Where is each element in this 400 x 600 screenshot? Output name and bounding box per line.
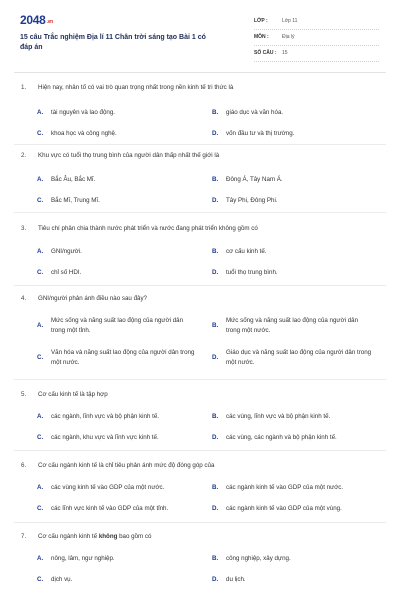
- site-logo[interactable]: [20, 13, 53, 28]
- question-number: 1.: [21, 84, 27, 91]
- option-d[interactable]: [212, 505, 377, 513]
- question-text: [21, 462, 381, 470]
- option-d[interactable]: [212, 348, 372, 368]
- option-text: vốn đầu tư và thị trường.: [226, 130, 295, 137]
- option-letter: B.: [212, 322, 219, 330]
- option-c[interactable]: [37, 576, 202, 584]
- option-letter: C.: [37, 576, 44, 583]
- option-text: GNI/người.: [51, 248, 82, 255]
- option-letter: D.: [212, 505, 219, 512]
- question-stem: Cơ cấu kinh tế là tập hợp: [38, 391, 108, 398]
- option-text: giáo dục và văn hóa.: [226, 109, 284, 116]
- option-letter: B.: [212, 484, 219, 491]
- question-text: [21, 225, 381, 233]
- meta-info: [254, 14, 379, 62]
- option-text: Bắc Mĩ, Trung Mĩ.: [51, 197, 100, 204]
- option-letter: C.: [37, 434, 44, 441]
- question-stem: Khu vực có tuổi thọ trung bình của người dân thấp nhất thế giới là: [38, 152, 220, 159]
- option-letter: C.: [37, 197, 44, 204]
- option-c[interactable]: [37, 197, 202, 205]
- logo-text: 2048: [20, 13, 46, 27]
- question-number: 2.: [21, 152, 27, 159]
- question-text: [21, 295, 381, 303]
- option-c[interactable]: [37, 130, 202, 138]
- option-text: Mức sống và năng suất lao động của người dân trong một nước.: [226, 317, 359, 334]
- question-divider: [14, 285, 386, 286]
- question-stem: [38, 533, 151, 540]
- option-letter: A.: [37, 413, 44, 420]
- document-title: 15 câu Trắc nghiệm Địa lí 11 Chân trời sáng tạo Bài 1 có đáp án: [20, 34, 206, 51]
- option-d[interactable]: [212, 434, 377, 442]
- question-stem: GNI/người phản ánh điều nào sau đây?: [38, 295, 147, 302]
- option-letter: D.: [212, 197, 219, 204]
- question-number: 7.: [21, 533, 27, 540]
- option-letter: C.: [37, 130, 44, 137]
- meta-label: LỚP :: [254, 18, 268, 25]
- option-letter: A.: [37, 109, 44, 116]
- option-letter: C.: [37, 354, 44, 362]
- meta-value: Địa lý: [282, 34, 295, 41]
- option-text: các ngành, khu vực và lĩnh vực kinh tế.: [51, 434, 159, 441]
- option-text: du lịch.: [226, 576, 246, 583]
- option-b[interactable]: [212, 316, 372, 336]
- option-b[interactable]: [212, 176, 377, 184]
- option-letter: A.: [37, 248, 44, 255]
- question-stem-emphasis: không: [98, 533, 118, 540]
- option-letter: B.: [212, 176, 219, 183]
- option-text: nông, lâm, ngư nghiệp.: [51, 555, 115, 562]
- option-b[interactable]: [212, 109, 377, 117]
- option-d[interactable]: [212, 269, 377, 277]
- option-letter: A.: [37, 176, 44, 183]
- meta-row-subject: [254, 30, 379, 46]
- option-text: Bắc Âu, Bắc Mĩ.: [51, 176, 96, 183]
- option-letter: D.: [212, 354, 219, 362]
- option-a[interactable]: [37, 484, 202, 492]
- option-letter: C.: [37, 269, 44, 276]
- option-text: tài nguyên và lao động.: [51, 109, 115, 116]
- page-header: [0, 0, 400, 68]
- option-text: các ngành, lĩnh vực và bộ phận kinh tế.: [51, 413, 160, 420]
- option-text: công nghiệp, xây dựng.: [226, 555, 291, 562]
- option-c[interactable]: [37, 505, 202, 513]
- option-text: các ngành kinh tế vào GDP của một nước.: [226, 484, 344, 491]
- meta-value: 15: [282, 50, 288, 57]
- option-b[interactable]: [212, 555, 377, 563]
- option-b[interactable]: [212, 413, 377, 421]
- question-stem-part: bao gồm có: [117, 533, 152, 540]
- option-letter: B.: [212, 248, 219, 255]
- option-text: tuổi thọ trung bình.: [226, 269, 278, 276]
- option-text: Tây Phi, Đông Phi.: [226, 197, 278, 204]
- question-number: 6.: [21, 462, 27, 469]
- option-text: chỉ số HDI.: [51, 269, 82, 276]
- option-d[interactable]: [212, 576, 377, 584]
- option-text: các vùng, lĩnh vực và bộ phận kinh tế.: [226, 413, 331, 420]
- option-a[interactable]: [37, 316, 197, 336]
- option-text: các lĩnh vực kinh tế vào GDP của một tỉnh.: [51, 505, 169, 512]
- question-number: 4.: [21, 295, 27, 302]
- question-text: [21, 533, 381, 541]
- option-text: khoa học và công nghệ.: [51, 130, 117, 137]
- meta-row-grade: [254, 14, 379, 30]
- meta-label: SỐ CÂU :: [254, 50, 277, 57]
- option-letter: B.: [212, 109, 219, 116]
- option-a[interactable]: [37, 248, 202, 256]
- option-b[interactable]: [212, 484, 377, 492]
- option-letter: A.: [37, 484, 44, 491]
- option-a[interactable]: [37, 176, 202, 184]
- question-stem: Hiện nay, nhân tố có vai trò quan trọng nhất trong nền kinh tế tri thức là: [38, 84, 234, 91]
- option-c[interactable]: [37, 269, 202, 277]
- option-text: Đông Á, Tây Nam Á.: [226, 176, 283, 183]
- option-d[interactable]: [212, 130, 377, 138]
- option-letter: D.: [212, 434, 219, 441]
- question-divider: [14, 379, 386, 380]
- question-text: [21, 152, 381, 160]
- option-a[interactable]: [37, 555, 202, 563]
- question-number: 5.: [21, 391, 27, 398]
- option-c[interactable]: [37, 348, 197, 368]
- question-text: [21, 84, 381, 92]
- logo-suffix: .vn: [46, 19, 53, 25]
- option-letter: B.: [212, 413, 219, 420]
- meta-value: Lớp 11: [282, 18, 298, 25]
- question-divider: [14, 144, 386, 145]
- meta-label: MÔN :: [254, 34, 269, 41]
- option-text: Mức sống và năng suất lao động của người dân trong một tỉnh.: [51, 317, 184, 334]
- option-d[interactable]: [212, 197, 377, 205]
- option-letter: D.: [212, 576, 219, 583]
- question-divider: [14, 212, 386, 213]
- question-divider: [14, 450, 386, 451]
- question-text: [21, 391, 381, 399]
- option-letter: D.: [212, 269, 219, 276]
- option-text: dịch vụ.: [51, 576, 73, 583]
- option-a[interactable]: [37, 413, 202, 421]
- option-text: Văn hóa và năng suất lao động của người dân trong một nước.: [51, 349, 195, 366]
- option-text: Giáo dục và năng suất lao động của người dân trong một nước.: [226, 349, 372, 366]
- option-c[interactable]: [37, 434, 202, 442]
- question-number: 3.: [21, 225, 27, 232]
- option-letter: B.: [212, 555, 219, 562]
- question-stem-part: Cơ cấu ngành kinh tế: [38, 533, 99, 540]
- question-stem: Cơ cấu ngành kinh tế là chỉ tiêu phản ánh mức độ đóng góp của: [38, 462, 215, 469]
- option-letter: D.: [212, 130, 219, 137]
- option-a[interactable]: [37, 109, 202, 117]
- option-letter: A.: [37, 322, 44, 330]
- meta-row-count: [254, 46, 379, 62]
- option-text: các vùng, các ngành và bộ phận kinh tế.: [226, 434, 337, 441]
- option-b[interactable]: [212, 248, 377, 256]
- option-letter: C.: [37, 505, 44, 512]
- header-divider: [14, 72, 386, 73]
- option-text: các ngành kinh tế vào GDP của một vùng.: [226, 505, 342, 512]
- option-text: cơ cấu kinh tế.: [226, 248, 267, 255]
- question-stem: Tiêu chí phân chia thành nước phát triển và nước đang phát triển không gồm có: [38, 225, 258, 232]
- option-letter: A.: [37, 555, 44, 562]
- option-text: các vùng kinh tế vào GDP của một nước.: [51, 484, 165, 491]
- question-divider: [14, 522, 386, 523]
